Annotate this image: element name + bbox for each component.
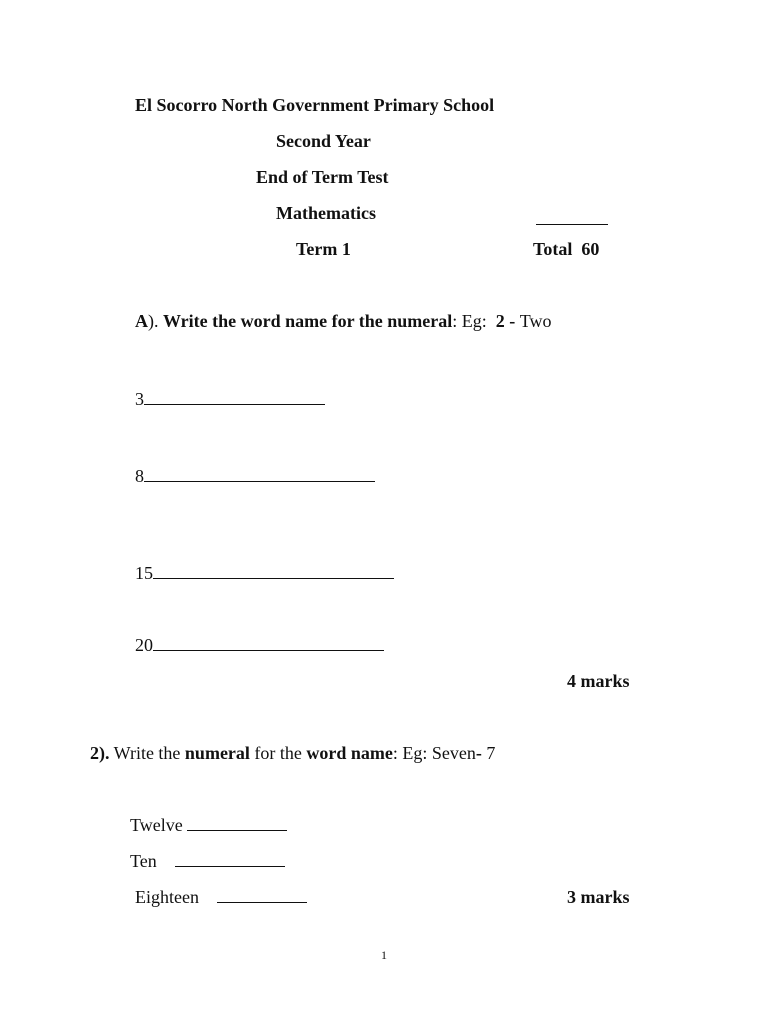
- answer-blank[interactable]: [144, 467, 375, 482]
- section-a-eg-dash: -: [504, 311, 520, 331]
- page-number: 1: [381, 948, 387, 962]
- section-a-eg-prefix: : Eg:: [452, 311, 496, 331]
- word-item-twelve: Twelve: [130, 814, 287, 836]
- answer-blank[interactable]: [187, 816, 287, 831]
- section-2-marks: 3 marks: [567, 887, 630, 907]
- answer-blank[interactable]: [153, 564, 394, 579]
- test-title: End of Term Test: [256, 167, 389, 187]
- answer-blank[interactable]: [144, 390, 325, 405]
- answer-blank[interactable]: [153, 636, 384, 651]
- section-a-eg-num: 2: [495, 311, 505, 331]
- section-2-label: 2).: [90, 743, 110, 763]
- numeral-item-8: 8: [135, 465, 375, 487]
- term-label: Term 1: [296, 239, 351, 259]
- answer-blank[interactable]: [175, 852, 285, 867]
- section-a-text: Write the word name for the numeral: [163, 311, 453, 331]
- year-label: Second Year: [276, 131, 371, 151]
- word-item-ten: Ten: [130, 850, 285, 872]
- section-a-instruction: [135, 310, 552, 332]
- answer-blank[interactable]: [217, 888, 307, 903]
- numeral-item-3: 3: [135, 388, 325, 410]
- total-label: Total 60: [533, 239, 600, 259]
- numeral-item-15: 15: [135, 562, 394, 584]
- section-2-instruction: 2). Write the numeral for the word name: Eg: Seven- 7: [90, 743, 496, 763]
- subject-label: Mathematics: [276, 203, 376, 223]
- numeral-item-20: 20: [135, 634, 384, 656]
- score-blank: [536, 224, 608, 225]
- word-item-eighteen: Eighteen: [135, 886, 307, 908]
- section-a-close: ).: [148, 311, 159, 331]
- school-name: El Socorro North Government Primary School: [135, 95, 495, 115]
- section-a-eg-word: Two: [519, 311, 552, 331]
- section-a-marks: 4 marks: [567, 671, 630, 691]
- section-a-label: A: [135, 311, 148, 331]
